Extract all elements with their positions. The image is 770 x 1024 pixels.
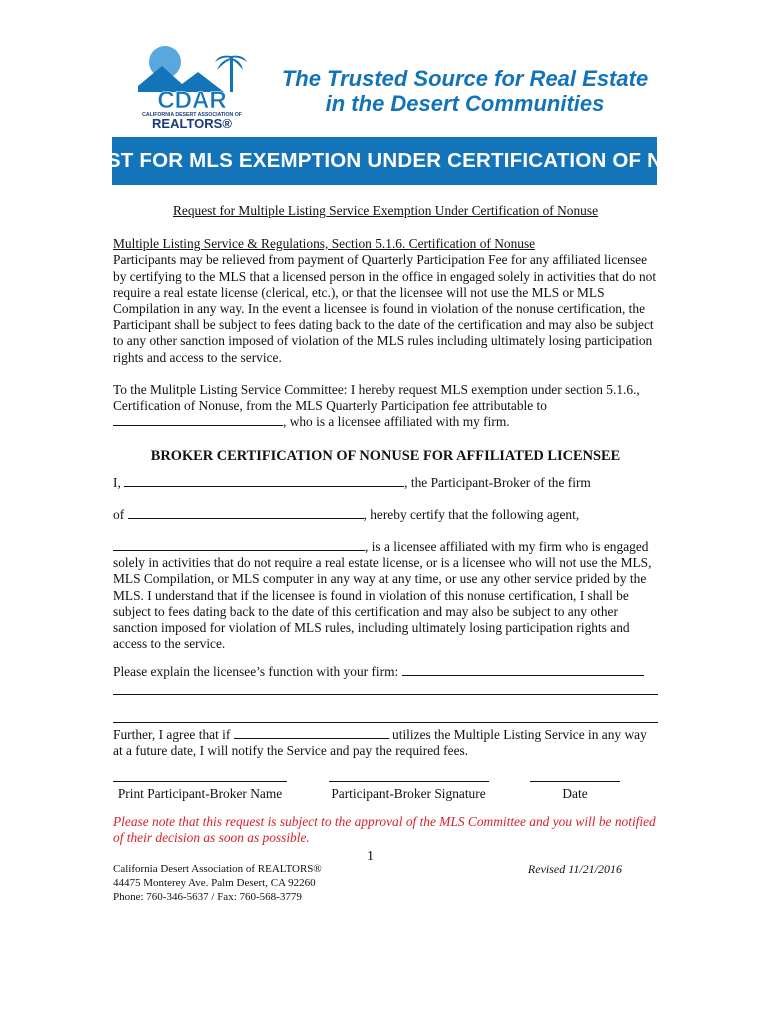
firm-line-prefix: of [113,506,125,522]
logo-realtors: REALTORS® [152,116,232,131]
agent-paragraph-body: solely in activities that do not require a real estate license, or is a licensee who will not use the MLS, MLS Compilation, or MLS computer in any way at any time, or use any other service prided by the MLS. I understand that if the licensee is found in violation of this nonuse certification, I shall be subject to fees dating back to the date of this certification and may also be subject to any other sanction imposed for violation of MLS rules, including ultimately losing participation rights and access to the service. [113,555,652,652]
subtitle: Request for Multiple Listing Service Exemption Under Certification of Nonuse [172,203,599,218]
agent-name-field[interactable] [113,540,365,551]
signature-label: Participant-Broker Signature [331,786,486,802]
footer-address-block [113,862,322,904]
explain-line-3[interactable] [113,721,658,723]
further-suffix: utilizes the Multiple Listing Service in any way at a future date, I will notify the Service and pay the required fees. [113,726,647,758]
print-name-label: Print Participant-Broker Name [117,786,283,802]
broker-name-field[interactable] [124,476,404,487]
logo-initials: CDAR [157,87,227,114]
licensee-name-field[interactable] [113,415,283,426]
revised-date: Revised 11/21/2016 [527,861,622,876]
request-text: To the Mulitple Listing Service Committee: I hereby request MLS exemption under section 5.1.6., Certification of Nonuse, from the MLS Quarterly Participation fee attributable to [113,381,640,414]
further-prefix: Further, I agree that if [113,726,231,742]
signature-field[interactable] [329,781,489,782]
further-licensee-field[interactable] [234,728,389,739]
date-label: Date [562,786,588,802]
approval-note: Please note that this request is subject to the approval of the MLS Committee and you will be notified of their decision as soon as possible. [113,814,656,846]
date-column [530,781,620,802]
broker-line-suffix: , the Participant-Broker of the firm [404,474,591,490]
request-paragraph [113,382,658,431]
title-banner [32,137,737,185]
logo-arc-text: CALIFORNIA DESERT ASSOCIATION OF [142,112,242,118]
signature-block [113,781,658,802]
banner-title: REQUEST FOR MLS EXEMPTION UNDER CERTIFICATION OF NONUSE [32,149,737,172]
tagline-line-2: in the Desert Communities [325,91,605,116]
agent-paragraph-start: , is a licensee affiliated with my firm who is engaged [365,539,649,555]
explain-label: Please explain the licensee’s function with your firm: [113,664,399,680]
page-number-value: 1 [367,848,374,864]
explain-line-2[interactable] [113,693,658,695]
explain-line [113,664,658,680]
footer-address: 44475 Monterey Ave. Palm Desert, CA 92260 [113,876,316,889]
tagline [270,66,660,116]
footer-org: California Desert Association of REALTORS® [113,862,322,875]
footer [113,862,658,904]
document-body [113,203,658,904]
date-field[interactable] [530,781,620,782]
nonuse-paragraph: Participants may be relieved from payment of Quarterly Participation Fee for any affiliated licensee by certifying to the MLS that a licensed person in the office in engaged solely in activities that do not require a real estate license (clerical, etc.), or that the licensee will not use the MLS or MLS Compilation in any way. In the event a licensee is found in violation of the nonuse certification, the Participant shall be subject to fees dating back to the date of the certification and may also be subject to any other sanction imposed of violation of the MLS rules including ultimately losing participation rights and access to the service. [113,252,657,365]
print-name-field[interactable] [113,781,287,782]
footer-phone: Phone: 760-346-5637 / Fax: 760-568-3779 [113,890,302,903]
explain-field[interactable] [402,665,644,676]
broker-certification-heading: BROKER CERTIFICATION OF NONUSE FOR AFFILIATED LICENSEE [150,448,621,465]
broker-line [113,475,658,491]
request-text-end: , who is a licensee affiliated with my firm. [283,414,510,430]
broker-line-prefix: I, [113,474,121,490]
signature-column [329,781,489,802]
firm-line-suffix: , hereby certify that the following agent, [363,506,580,522]
firm-line [113,507,658,523]
print-name-column [113,781,287,802]
section-heading: Multiple Listing Service & Regulations, Section 5.1.6. Certification of Nonuse [113,236,536,252]
cdar-logo [120,44,270,132]
firm-name-field[interactable] [128,508,364,519]
further-paragraph [113,727,658,759]
tagline-line-1: The Trusted Source for Real Estate [281,66,649,91]
agent-paragraph [113,539,658,652]
